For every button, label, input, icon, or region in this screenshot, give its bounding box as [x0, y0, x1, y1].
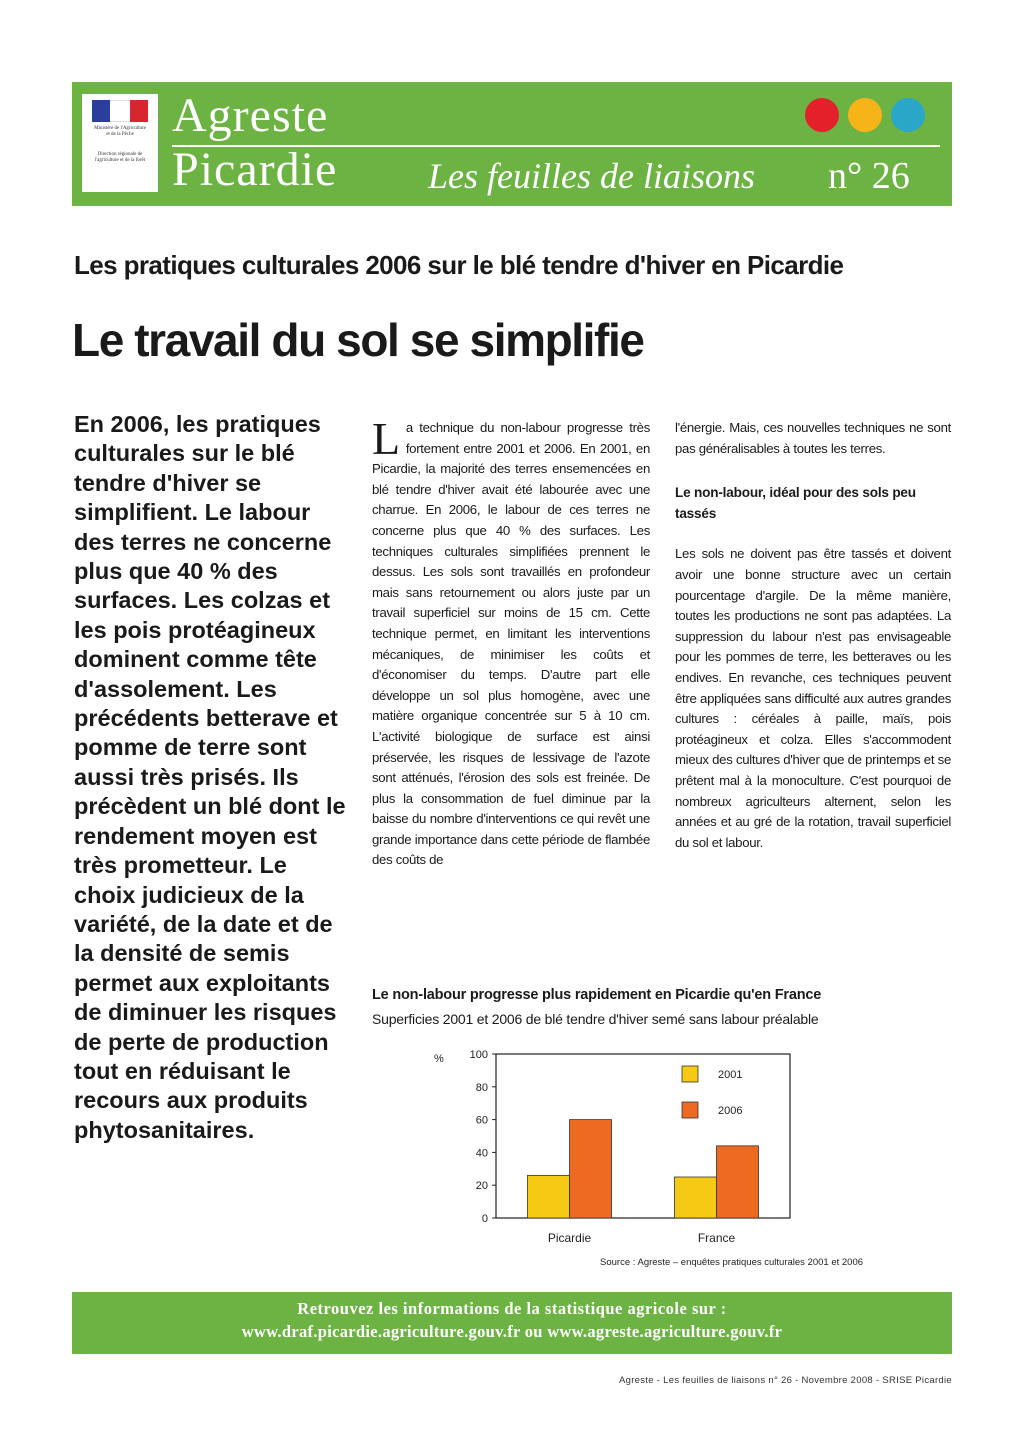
page-footer: Agreste - Les feuilles de liaisons n° 26 - Novembre 2008 - SRISE Picardie: [618, 1375, 952, 1386]
y-tick-label: 80: [475, 1081, 488, 1094]
y-tick-label: 0: [481, 1213, 488, 1225]
bar-2001-france: [675, 1177, 717, 1218]
lead-paragraph: En 2006, les pratiques culturales sur le blé tendre d'hiver se simplifient. Le labour des terres ne concerne plus que 40 % des surfaces. Les colzas et les pois protéagineux dominent comme tête d'assolement. Les précédents betterave et pomme de terre sont aussi très prisés. Ils précèdent un blé dont le rendement moyen est très prometteur. Le choix judicieux de la variété, de la date et de la densité de semis permet aux exploitants de diminuer les risques de perte de production tout en réduisant le recours aux produits phytosanitaires.: [74, 411, 346, 1143]
x-category-label: France: [697, 1231, 736, 1245]
legend-label: 2006: [718, 1105, 743, 1117]
chart-source: Source : Agreste – enquêtes pratiques culturales 2001 et 2006: [600, 1257, 864, 1268]
y-tick-label: 100: [469, 1049, 488, 1061]
issue-number: n° 26: [828, 155, 910, 197]
brand-picardie: Picardie: [172, 143, 338, 196]
chart-subtitle: Superficies 2001 et 2006 de blé tendre d'hiver semé sans labour préalable: [372, 1011, 819, 1027]
footer-links[interactable]: www.draf.picardie.agriculture.gouv.fr ou www.agreste.agriculture.gouv.fr: [241, 1322, 783, 1341]
y-tick-label: 20: [475, 1180, 488, 1193]
french-flag-icon: [92, 100, 148, 122]
yellow-dot-icon: [848, 98, 882, 132]
body-paragraph-2: Les sols ne doivent pas être tassés et doivent avoir une bonne structure avec un certain pourcentage d'argile. De la même manière, toutes les productions ne sont pas adaptées. La suppression du labour n'est pas envisageable pour les pommes de terre, les betteraves ou les endives. En revanche, ces techniques peuvent être appliquées sans difficulté aux autres grandes cultures : céréales à paille, maïs, pois protéagineux et colza. Elles s'accommodent mieux des cultures d'hiver que de printemps et se prêtent mal à la monoculture. C'est pourquoi de nombreux agriculteurs alternent, selon les années et au gré de la rotation, travail superficiel du sol et labour.: [675, 546, 951, 850]
page-title: Le travail du sol se simplifie: [72, 314, 644, 366]
body-column-1: [372, 413, 650, 871]
logo-direction-text: Direction régionale de l'agriculture et de la forêt: [94, 152, 146, 163]
footer-text: Retrouvez les informations de la statistique agricole sur :: [297, 1299, 727, 1318]
y-axis-unit: %: [434, 1053, 444, 1065]
dropcap: L: [372, 413, 400, 464]
bar-2006-france: [717, 1146, 759, 1218]
body-column-2: [675, 418, 951, 853]
body-paragraph-1: a technique du non-labour progresse très fortement entre 2001 et 2006. En 2001, en Picardie, la majorité des terres ensemencées en blé tendre d'hiver avait été labourée avec une charrue. En 2006, le labour de ces terres ne concerne plus que 40 % des surfaces. Les techniques culturales simplifiées prennent le dessus. Les sols sont travaillés en profondeur mais sans retournement ou alors juste par un travail superficiel sur moins de 15 cm. Cette technique permet, en limitant les interventions mécaniques, de minimiser les coûts et d'économiser du temps. D'autre part elle développe un sol plus homogène, avec une matière organique concentrée sur 5 à 10 cm. L'activité biologique de surface est ainsi préservée, les risques de lessivage de l'azote sont atténués, l'érosion des sols est freinée. De plus la consommation de fuel diminue par la baisse du nombre d'interventions ce qui revêt une grande importance dans cette période de flambée des coûts de: [372, 420, 650, 868]
legend-label: 2001: [718, 1069, 743, 1081]
body-paragraph-1-continued: l'énergie. Mais, ces nouvelles techniques ne sont pas généralisables à toutes les terres.: [675, 420, 951, 456]
x-category-label: Picardie: [547, 1231, 592, 1245]
bar-2006-picardie: [570, 1120, 612, 1218]
chart-title: Le non-labour progresse plus rapidement en Picardie qu'en France: [372, 987, 822, 1003]
kicker-title: Les pratiques culturales 2006 sur le blé tendre d'hiver en Picardie: [74, 250, 844, 280]
blue-dot-icon: [891, 98, 925, 132]
red-dot-icon: [805, 98, 839, 132]
logo-ministry-text: Ministère de l'Agriculture et de la Pêche: [94, 126, 146, 137]
legend-swatch-2006: [682, 1102, 698, 1118]
brand-agreste: Agreste: [172, 89, 329, 142]
bar-chart: [372, 1030, 952, 1280]
y-tick-label: 60: [475, 1114, 488, 1127]
section-subhead: Le non-labour, idéal pour des sols peu tassés: [675, 485, 916, 521]
bar-2001-picardie: [528, 1175, 570, 1218]
y-tick-label: 40: [475, 1147, 488, 1160]
series-name: Les feuilles de liaisons: [428, 156, 755, 196]
legend-swatch-2001: [682, 1066, 698, 1082]
